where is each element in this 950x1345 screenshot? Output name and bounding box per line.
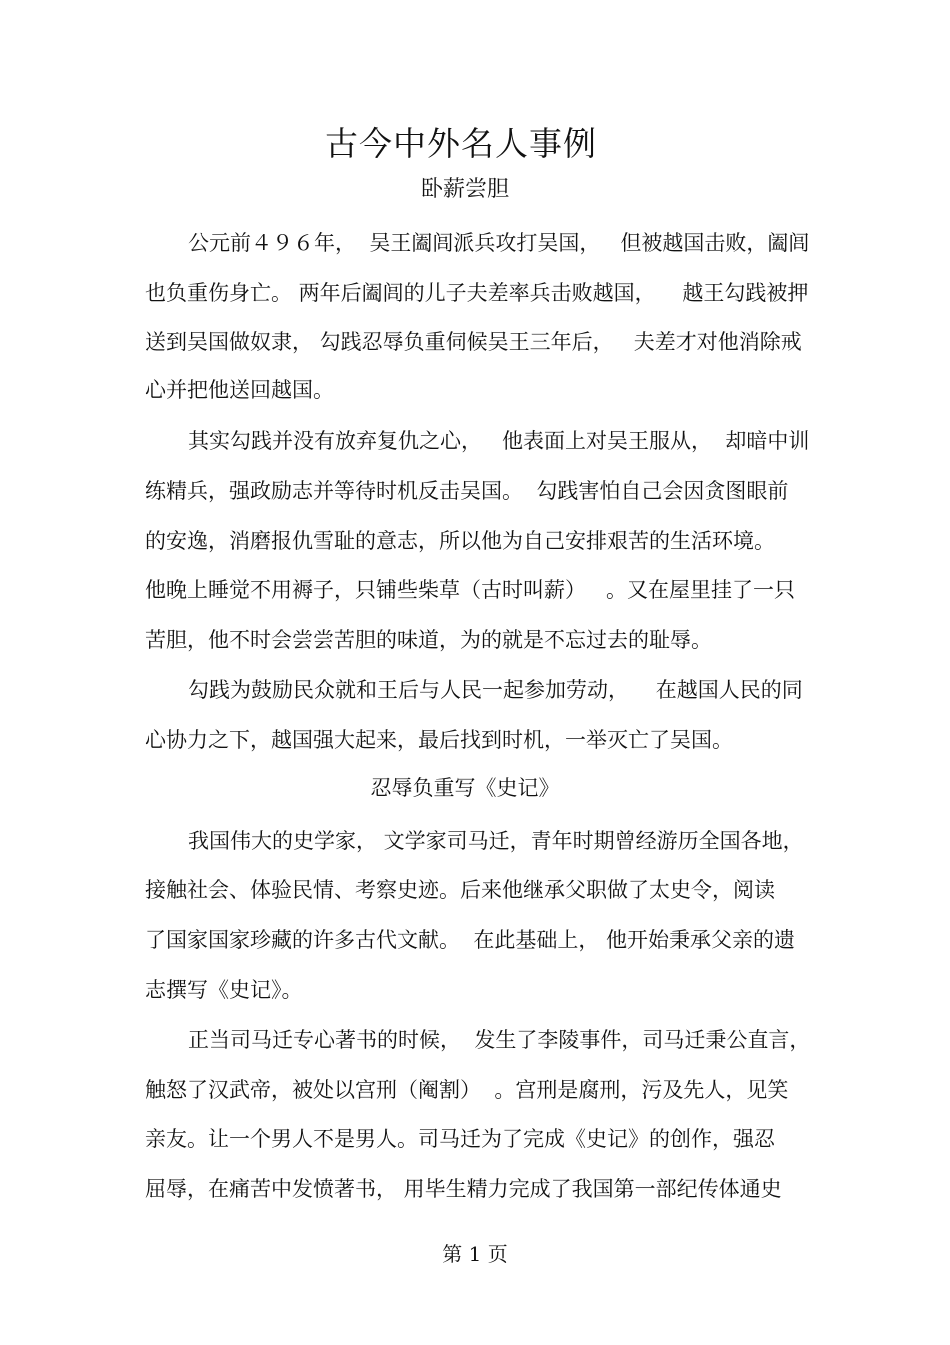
paragraph-line: 练精兵，强政励志并等待时机反击吴国。 勾践害怕自己会因贪图眼前	[145, 479, 789, 503]
paragraph-line: 正当司马迁专心著书的时候， 发生了李陵事件，司马迁秉公直言，	[188, 1028, 811, 1052]
paragraph-line: 勾践为鼓励民众就和王后与人民一起参加劳动， 在越国人民的同	[188, 678, 803, 702]
paragraph-line: 他晚上睡觉不用褥子，只铺些柴草（古时叫薪） 。又在屋里挂了一只	[145, 578, 796, 602]
paragraph-line: 也负重伤身亡。 两年后阖闾的儿子夫差率兵击败越国， 越王勾践被押	[145, 281, 809, 305]
paragraph-line: 的安逸，消磨报仇雪耻的意志，所以他为自己安排艰苦的生活环境。	[145, 529, 775, 553]
paragraph-line: 心协力之下，越国强大起来，最后找到时机，一举灭亡了吴国。	[145, 728, 733, 752]
paragraph-line: 苦胆，他不时会尝尝苦胆的味道，为的就是不忘过去的耻辱。	[145, 628, 712, 652]
paragraph-line: 了国家国家珍藏的许多古代文献。 在此基础上， 他开始秉承父亲的遗	[145, 928, 796, 952]
paragraph-line: 接触社会、体验民情、考察史迹。后来他继承父职做了太史令，阅读	[145, 878, 775, 902]
section-heading: 忍辱负重写《史记》	[370, 776, 560, 800]
paragraph-line: 心并把他送回越国。	[145, 378, 334, 402]
paragraph-line: 其实勾践并没有放弃复仇之心， 他表面上对吴王服从， 却暗中训	[188, 429, 810, 453]
paragraph-line: 公元前４９６年， 吴王阖闾派兵攻打吴国， 但被越国击败，阖闾	[188, 231, 810, 255]
paragraph-line: 触怒了汉武帝，被处以宫刑（阉割） 。宫刑是腐刑，污及先人，见笑	[145, 1078, 789, 1102]
page-number-footer: 第 1 页	[442, 1242, 508, 1266]
paragraph-line: 送到吴国做奴隶， 勾践忍辱负重伺候吴王三年后， 夫差才对他消除戒	[145, 330, 802, 354]
document-title: 古今中外名人事例	[325, 124, 597, 163]
paragraph-line: 我国伟大的史学家， 文学家司马迁，青年时期曾经游历全国各地，	[188, 829, 804, 853]
section-heading: 卧薪尝胆	[420, 177, 509, 202]
paragraph-line: 亲友。让一个男人不是男人。司马迁为了完成《史记》的创作，强忍	[145, 1127, 775, 1151]
paragraph-line: 屈辱，在痛苦中发愤著书， 用毕生精力完成了我国第一部纪传体通史	[145, 1177, 782, 1201]
paragraph-line: 志撰写《史记》。	[145, 978, 303, 1002]
